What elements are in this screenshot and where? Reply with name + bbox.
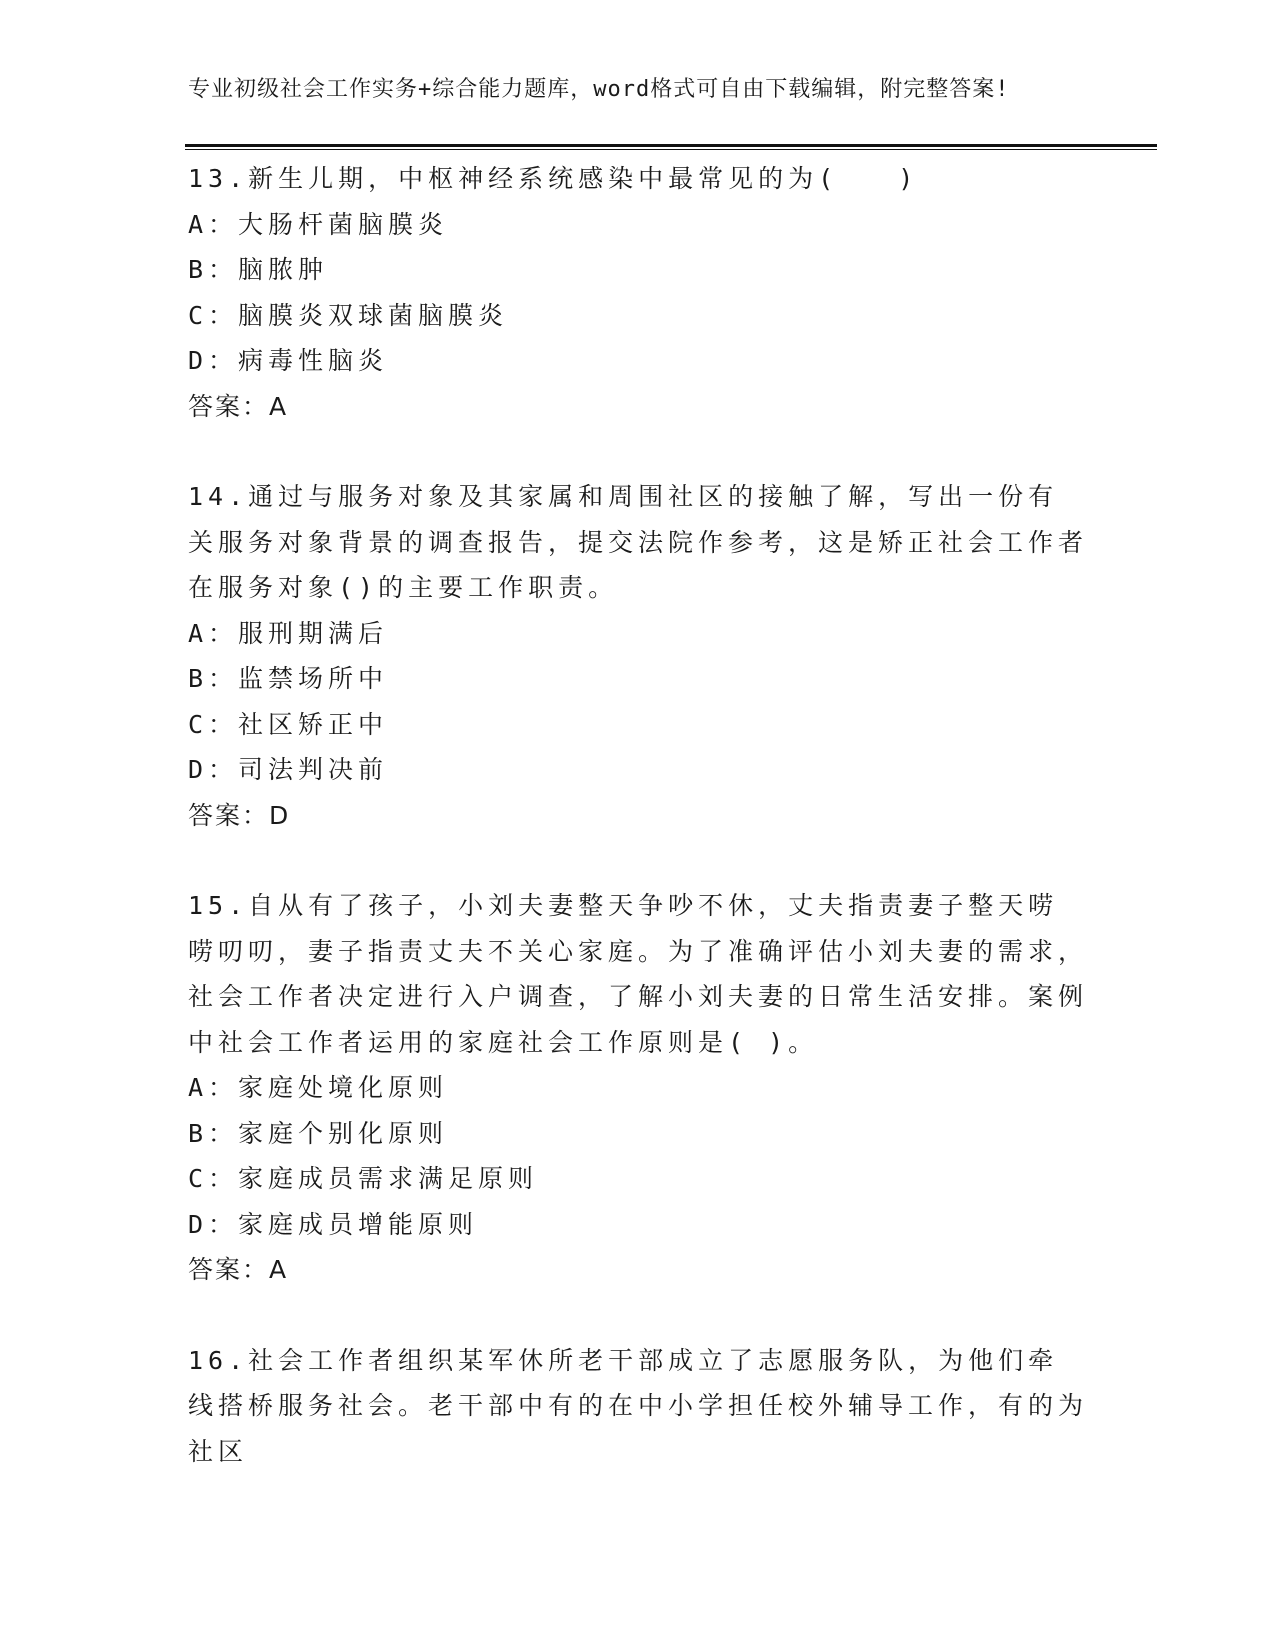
answer-line: 答案：D <box>188 800 291 830</box>
option-b: B：脑脓肿 <box>188 255 329 284</box>
question-list <box>188 156 1088 1474</box>
answer-line: 答案：A <box>188 391 289 421</box>
option-d: D：司法判决前 <box>188 755 389 784</box>
option-d: D：家庭成员增能原则 <box>188 1209 479 1239</box>
answer-line: 答案：A <box>188 1255 289 1284</box>
option-c: C：社区矫正中 <box>188 709 389 739</box>
divider-thin-line <box>185 149 1157 150</box>
divider-thick-line <box>185 144 1157 147</box>
question-14 <box>188 474 1088 838</box>
option-d: D：病毒性脑炎 <box>188 346 389 375</box>
option-b: B：家庭个别化原则 <box>188 1118 449 1148</box>
option-c: C：脑膜炎双球菌脑膜炎 <box>188 300 509 330</box>
option-a: A：大肠杆菌脑膜炎 <box>188 209 449 239</box>
option-b: B：监禁场所中 <box>188 664 389 693</box>
header-divider <box>185 144 1157 150</box>
question-stem: 14.通过与服务对象及其家属和周围社区的接触了解，写出一份有关服务对象背景的调查报告，提交法院作参考，这是矫正社会工作者在服务对象()的主要工作职责。 <box>188 482 1089 602</box>
page-header: 专业初级社会工作实务+综合能力题库，word格式可自由下载编辑，附完整答案! <box>188 77 1010 102</box>
question-15 <box>188 883 1088 1293</box>
option-c: C：家庭成员需求满足原则 <box>188 1164 539 1193</box>
option-a: A：家庭处境化原则 <box>188 1073 449 1102</box>
question-stem: 16.社会工作者组织某军休所老干部成立了志愿服务队，为他们牵线搭桥服务社会。老干部中有的在中小学担任校外辅导工作，有的为社区 <box>188 1345 1089 1466</box>
option-a: A：服刑期满后 <box>188 618 389 648</box>
question-stem: 13.新生儿期，中枢神经系统感染中最常见的为( ) <box>188 164 919 193</box>
question-16 <box>188 1338 1088 1475</box>
question-13 <box>188 156 1088 429</box>
question-stem: 15.自从有了孩子，小刘夫妻整天争吵不休，丈夫指责妻子整天唠唠叨叨，妻子指责丈夫不关心家庭。为了准确评估小刘夫妻的需求，社会工作者决定进行入户调查，了解小刘夫妻的日常生活安排。案例中社会工作者运用的家庭社会工作原则是( )。 <box>188 891 1089 1057</box>
